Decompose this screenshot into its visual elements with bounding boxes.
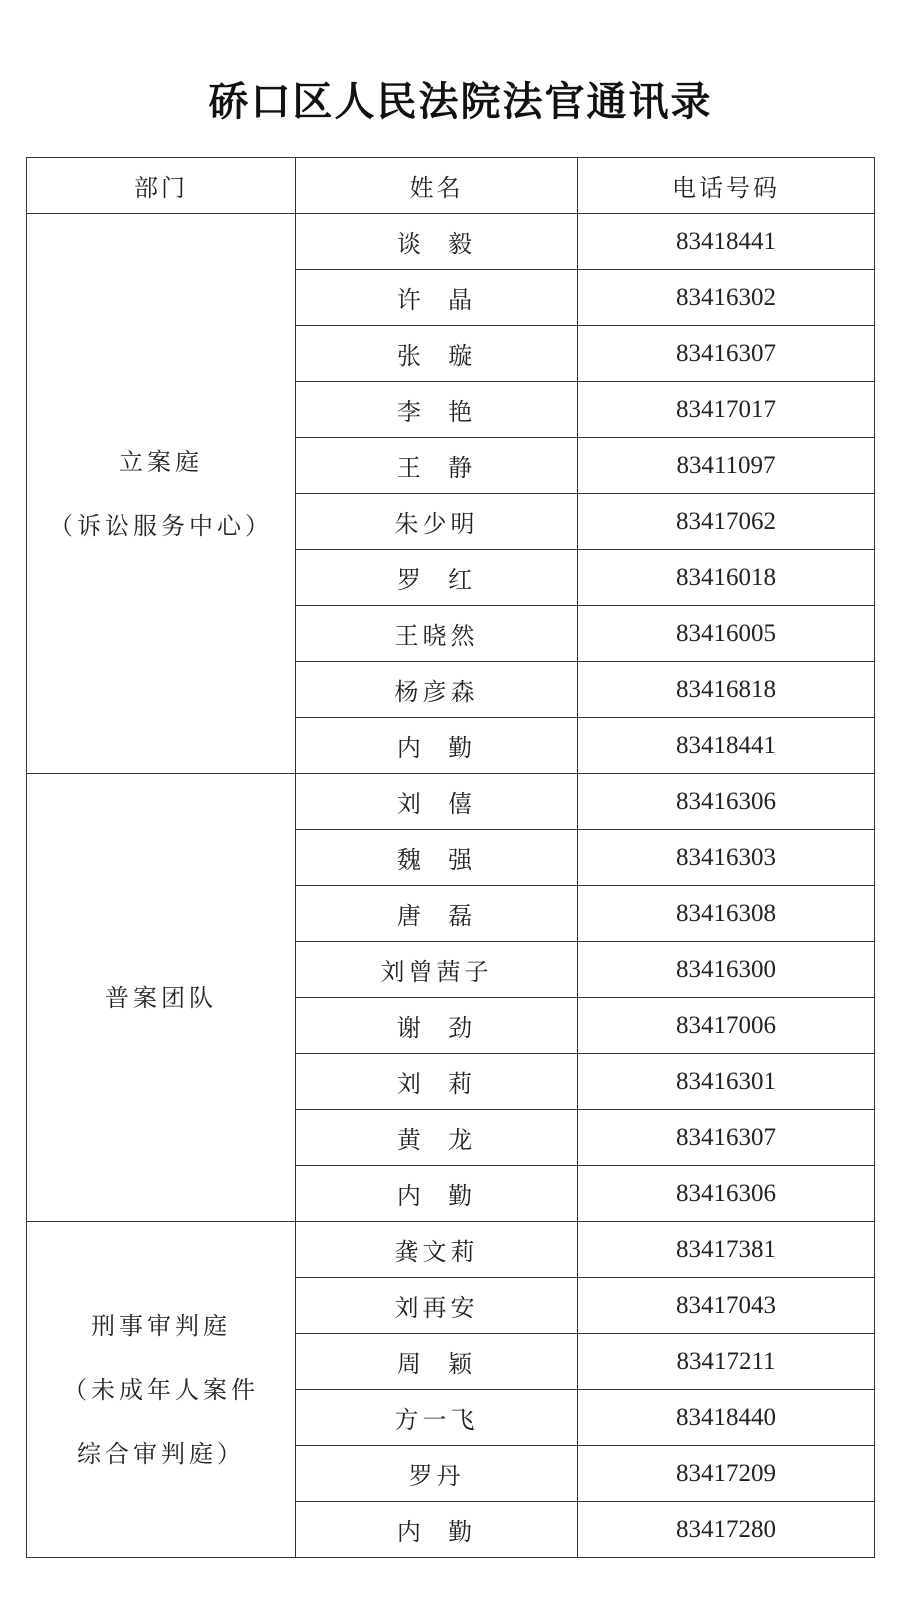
phone-cell: 83411097 — [578, 438, 875, 494]
name-cell: 魏 强 — [296, 830, 578, 886]
department-line: 普案团队 — [105, 983, 217, 1012]
page-title: 硚口区人民法院法官通讯录 — [208, 79, 713, 125]
phone-cell: 83416307 — [578, 326, 875, 382]
phone-cell: 83416307 — [578, 1110, 875, 1166]
name-cell: 刘 莉 — [296, 1054, 578, 1110]
phone-cell: 83416018 — [578, 550, 875, 606]
table-body — [27, 214, 875, 1558]
name-cell: 刘再安 — [296, 1278, 578, 1334]
header-phone: 电话号码 — [578, 158, 875, 214]
header-row — [27, 158, 875, 214]
department-line: 综合审判庭） — [77, 1439, 245, 1468]
department-line: （未成年人案件 — [63, 1375, 259, 1404]
name-cell: 内 勤 — [296, 1166, 578, 1222]
phone-cell: 83417043 — [578, 1278, 875, 1334]
department-line: 刑事审判庭 — [91, 1311, 231, 1340]
phone-cell: 83417006 — [578, 998, 875, 1054]
table-row — [27, 214, 875, 270]
phone-cell: 83418441 — [578, 718, 875, 774]
phone-cell: 83416300 — [578, 942, 875, 998]
phone-cell: 83417062 — [578, 494, 875, 550]
phone-cell: 83418441 — [578, 214, 875, 270]
phone-cell: 83416005 — [578, 606, 875, 662]
table-row — [27, 1222, 875, 1278]
department-cell — [27, 774, 296, 1222]
name-cell: 内 勤 — [296, 718, 578, 774]
name-cell: 周 颖 — [296, 1334, 578, 1390]
phone-cell: 83417209 — [578, 1446, 875, 1502]
header-dept: 部门 — [27, 158, 296, 214]
name-cell: 王 静 — [296, 438, 578, 494]
department-cell — [27, 214, 296, 774]
name-cell: 张 璇 — [296, 326, 578, 382]
name-cell: 罗 红 — [296, 550, 578, 606]
directory-table — [26, 157, 875, 1558]
phone-cell: 83416306 — [578, 1166, 875, 1222]
phone-cell: 83416308 — [578, 886, 875, 942]
phone-cell: 83416306 — [578, 774, 875, 830]
phone-cell: 83416302 — [578, 270, 875, 326]
name-cell: 罗丹 — [296, 1446, 578, 1502]
name-cell: 王晓然 — [296, 606, 578, 662]
name-cell: 杨彦森 — [296, 662, 578, 718]
name-cell: 谢 劲 — [296, 998, 578, 1054]
table-row — [27, 774, 875, 830]
name-cell: 唐 磊 — [296, 886, 578, 942]
phone-cell: 83417017 — [578, 382, 875, 438]
phone-cell: 83416818 — [578, 662, 875, 718]
phone-cell: 83417381 — [578, 1222, 875, 1278]
phone-cell: 83417280 — [578, 1502, 875, 1558]
name-cell: 内 勤 — [296, 1502, 578, 1558]
name-cell: 龚文莉 — [296, 1222, 578, 1278]
name-cell: 刘 僖 — [296, 774, 578, 830]
phone-cell: 83418440 — [578, 1390, 875, 1446]
phone-cell: 83416303 — [578, 830, 875, 886]
header-name: 姓名 — [296, 158, 578, 214]
name-cell: 方一飞 — [296, 1390, 578, 1446]
phone-cell: 83416301 — [578, 1054, 875, 1110]
name-cell: 许 晶 — [296, 270, 578, 326]
department-line: 立案庭 — [119, 447, 203, 476]
name-cell: 李 艳 — [296, 382, 578, 438]
name-cell: 刘曾茜子 — [296, 942, 578, 998]
name-cell: 朱少明 — [296, 494, 578, 550]
department-cell — [27, 1222, 296, 1558]
name-cell: 黄 龙 — [296, 1110, 578, 1166]
name-cell: 谈 毅 — [296, 214, 578, 270]
department-line: （诉讼服务中心） — [49, 511, 273, 540]
phone-cell: 83417211 — [578, 1334, 875, 1390]
